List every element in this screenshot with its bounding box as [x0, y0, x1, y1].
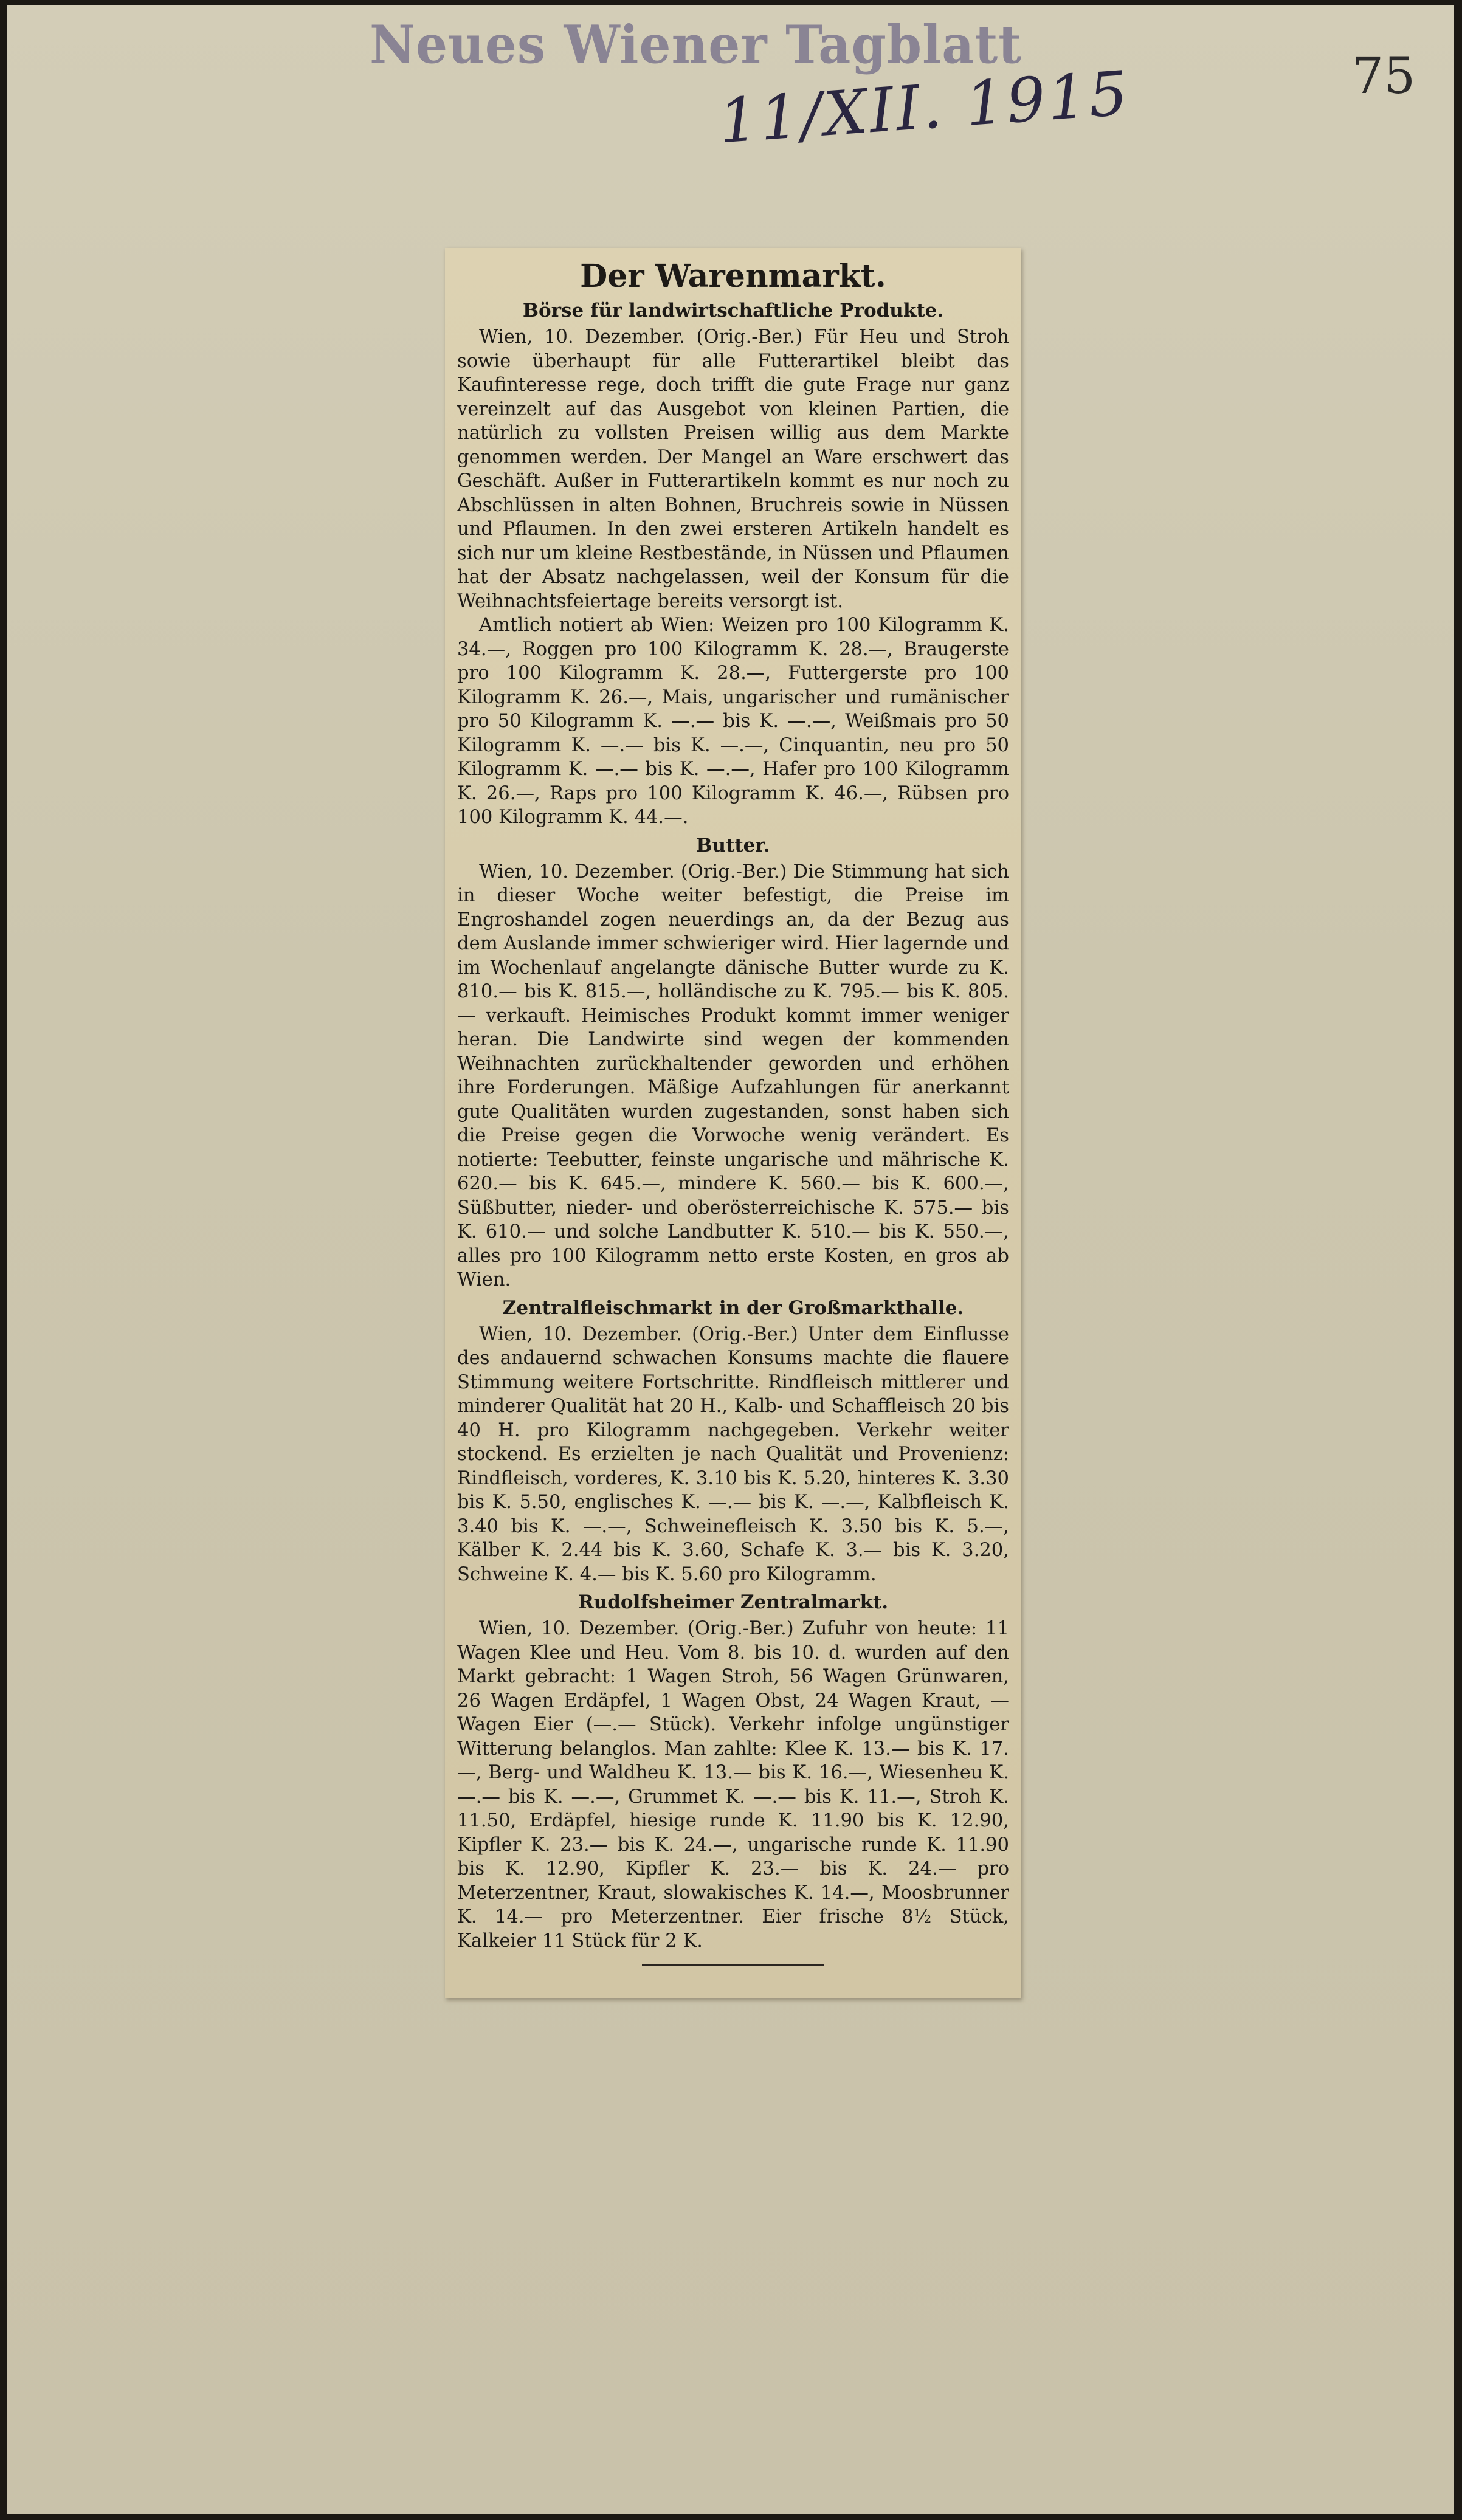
- article-paragraph: Wien, 10. Dezember. (Orig.-Ber.) Zufuhr von heute: 11 Wagen Klee und Heu. Vom 8. bis 10. d. wurden auf den Markt gebracht: 1 Wagen Stroh, 56 Wagen Grünwaren, 26 Wagen Erdäpfel, 1 Wagen Obst, 24 Wagen Kraut, — Wagen Eier (—.— Stück). Verkehr infolge ungünstiger Witterung belanglos. Man zahlte: Klee K. 13.— bis K. 17.—, Berg- und Waldheu K. 13.— bis K. 16.—, Wiesenheu K. —.— bis K. —.—, Grummet K. —.— bis K. 11.—, Stroh K. 11.50, Erdäpfel, hiesige runde K. 11.90 bis K. 12.90, Kipfler K. 23.— bis K. 24.—, ungarische runde K. 11.90 bis K. 12.90, Kipfler K. 23.— bis K. 24.— pro Meterzentner, Kraut, slowakisches K. 14.—, Moosbrunner K. 14.— pro Meterzentner. Eier frische 8½ Stück, Kalkeier 11 Stück für 2 K.: [457, 1618, 1009, 1952]
- handwritten-date: 11/XII. 1915: [716, 57, 1133, 157]
- page-number: 75: [1352, 47, 1416, 105]
- article-paragraph: Wien, 10. Dezember. (Orig.-Ber.) Die Stimmung hat sich in dieser Woche weiter befestigt, die Preise im Engroshandel zogen neuerdings an, da der Bezug aus dem Auslande immer schwieriger wird. Hier lagernde und im Wochenlauf angelangte dänische Butter wurde zu K. 810.— bis K. 815.—, holländische zu K. 795.— bis K. 805.— verkauft. Heimisches Produkt kommt immer weniger heran. Die Landwirte sind wegen der kommenden Weihnachten zurückhaltender geworden und erhöhen ihre Forderungen. Mäßige Aufzahlungen für anerkannt gute Qualitäten wurden zugestanden, sonst haben sich die Preise gegen die Vorwoche wenig verändert. Es notierte: Teebutter, feinste ungarische und mährische K. 620.— bis K. 645.—, mindere K. 560.— bis K. 600.—, Süßbutter, nieder- und oberösterreichische K. 575.— bis K. 610.— und solche Landbutter K. 510.— bis K. 550.—, alles pro 100 Kilogramm netto erste Kosten, en gros ab Wien.: [457, 861, 1009, 1290]
- newspaper-name-stamp: Neues Wiener Tagblatt: [370, 14, 1022, 76]
- end-rule: [642, 1964, 824, 1966]
- section-zentralfleischmarkt: [457, 1297, 1009, 1587]
- section-butter: [457, 835, 1009, 1292]
- article-column: [457, 258, 1009, 1966]
- newspaper-clipping: [445, 248, 1021, 1998]
- article-paragraph: Wien, 10. Dezember. (Orig.-Ber.) Unter dem Einflusse des andauernd schwachen Konsums machte die flauere Stimmung weitere Fortschritte. Rindfleisch mittlerer und minderer Qualität hat 20 H., Kalb- und Schaffleisch 20 bis 40 H. pro Kilogramm nachgegeben. Verkehr weiter stockend. Es erzielten je nach Qualität und Provenienz: Rindfleisch, vorderes, K. 3.10 bis K. 5.20, hinteres K. 3.30 bis K. 5.50, englisches K. —.— bis K. —.—, Kalbfleisch K. 3.40 bis K. —.—, Schweinefleisch K. 3.50 bis K. 5.—, Kälber K. 2.44 bis K. 3.60, Schafe K. 3.— bis K. 3.20, Schweine K. 4.— bis K. 5.60 pro Kilogramm.: [457, 1323, 1009, 1585]
- section-heading: Börse für landwirtschaftliche Produkte.: [522, 300, 944, 322]
- section-heading: Rudolfsheimer Zentralmarkt.: [578, 1591, 889, 1613]
- article-paragraph: Wien, 10. Dezember. (Orig.-Ber.) Für Heu und Stroh sowie überhaupt für alle Futterartikel bleibt das Kaufinteresse rege, doch trifft die gute Frage nur ganz vereinzelt auf das Ausgebot von kleinen Partien, die natürlich zu vollsten Preisen willig aus dem Markte genommen werden. Der Mangel an Ware erschwert das Geschäft. Außer in Futterartikeln kommt es nur noch zu Abschlüssen in alten Bohnen, Bruchreis sowie in Nüssen und Pflaumen. In den zwei ersteren Artikeln handelt es sich nur um kleine Restbestände, in Nüssen und Pflaumen hat der Absatz nachgelassen, weil der Konsum für die Weihnachtsfeiertage bereits versorgt ist.: [457, 326, 1009, 612]
- section-heading: Zentralfleischmarkt in der Großmarkthalle.: [502, 1296, 964, 1319]
- section-rudolfsheimer: [457, 1591, 1009, 1953]
- section-heading: Butter.: [696, 834, 770, 856]
- section-boerse: [457, 300, 1009, 830]
- article-paragraph: Amtlich notiert ab Wien: Weizen pro 100 Kilogramm K. 34.—, Roggen pro 100 Kilogramm K. 28.—, Braugerste pro 100 Kilogramm K. 28.—, Futtergerste pro 100 Kilogramm K. 26.—, Mais, ungarischer und rumänischer pro 50 Kilogramm K. —.— bis K. —.—, Weißmais pro 50 Kilogramm K. —.— bis K. —.—, Cinquantin, neu pro 50 Kilogramm K. —.— bis K. —.—, Hafer pro 100 Kilogramm K. 26.—, Raps pro 100 Kilogramm K. 46.—, Rübsen pro 100 Kilogramm K. 44.—.: [457, 615, 1009, 828]
- article-title: Der Warenmarkt.: [580, 258, 886, 295]
